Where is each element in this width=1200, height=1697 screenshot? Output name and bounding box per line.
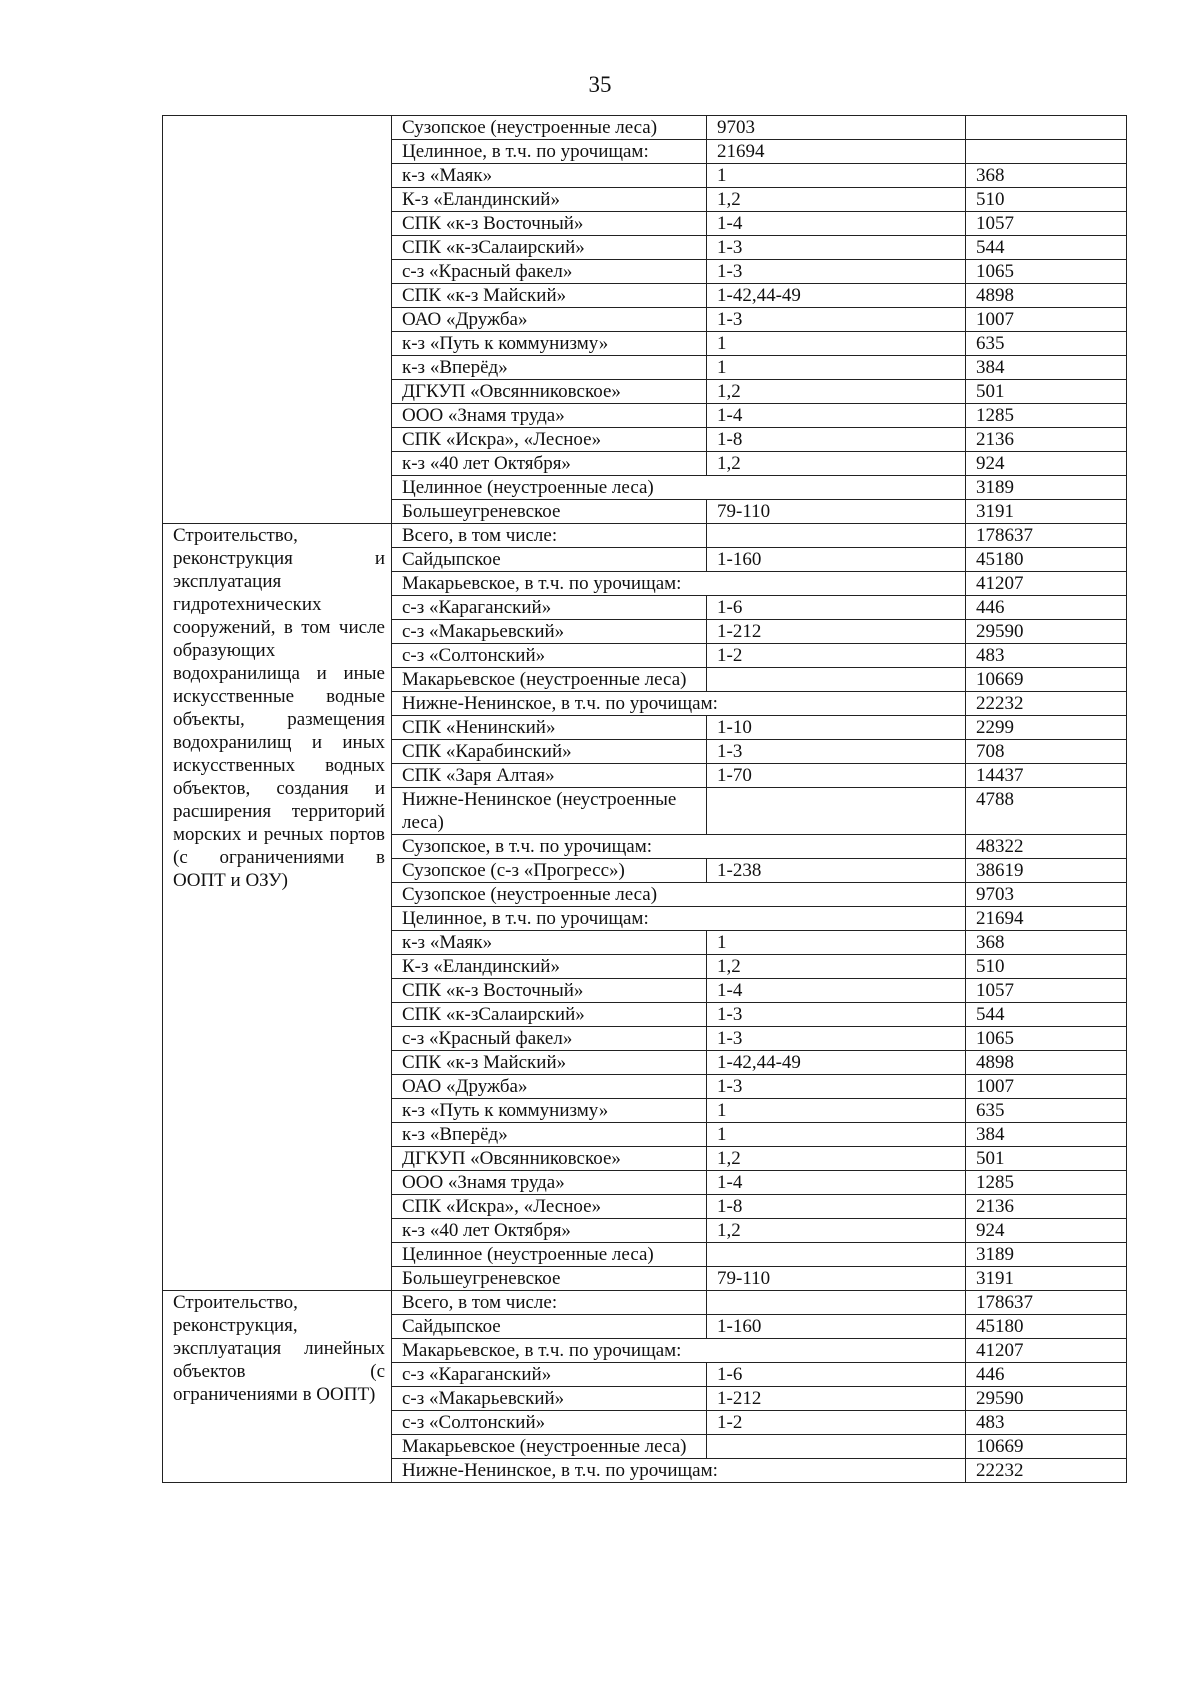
quarters-cell: 1-160 xyxy=(707,548,966,572)
quarters-cell: 79-110 xyxy=(707,500,966,524)
forestry-name-cell: Макарьевское (неустроенные леса) xyxy=(392,1435,707,1459)
quarters-cell xyxy=(707,1435,966,1459)
quarters-cell: 1-3 xyxy=(707,1027,966,1051)
area-cell: 1285 xyxy=(966,1171,1127,1195)
forestry-name-cell: Сайдыпское xyxy=(392,1315,707,1339)
forestry-name-cell: Сузопское (неустроенные леса) xyxy=(392,883,966,907)
forestry-name-cell: Нижне-Ненинское, в т.ч. по урочищам: xyxy=(392,1459,966,1483)
area-cell: 1057 xyxy=(966,979,1127,1003)
quarters-cell: 1,2 xyxy=(707,188,966,212)
quarters-cell: 1-6 xyxy=(707,1363,966,1387)
quarters-cell: 1 xyxy=(707,356,966,380)
area-cell: 2299 xyxy=(966,716,1127,740)
forestry-name-cell: СПК «к-з Майский» xyxy=(392,284,707,308)
area-cell: 1285 xyxy=(966,404,1127,428)
area-cell xyxy=(966,140,1127,164)
table-row xyxy=(163,116,1127,140)
area-cell: 483 xyxy=(966,1411,1127,1435)
quarters-cell: 1-8 xyxy=(707,428,966,452)
forestry-name-cell: Всего, в том числе: xyxy=(392,524,707,548)
quarters-cell xyxy=(707,1243,966,1267)
forestry-name-cell: Целинное, в т.ч. по урочищам: xyxy=(392,140,707,164)
area-cell: 14437 xyxy=(966,764,1127,788)
area-cell: 924 xyxy=(966,1219,1127,1243)
quarters-cell: 1-212 xyxy=(707,1387,966,1411)
quarters-cell: 21694 xyxy=(707,140,966,164)
forestry-name-cell: к-з «Путь к коммунизму» xyxy=(392,1099,707,1123)
area-cell: 38619 xyxy=(966,859,1127,883)
forestry-name-cell: СПК «Ненинский» xyxy=(392,716,707,740)
area-cell: 483 xyxy=(966,644,1127,668)
area-cell: 510 xyxy=(966,955,1127,979)
page-number: 35 xyxy=(588,72,612,97)
forestry-name-cell: к-з «Маяк» xyxy=(392,931,707,955)
forestry-name-cell: к-з «40 лет Октября» xyxy=(392,452,707,476)
forestry-name-cell: СПК «Заря Алтая» xyxy=(392,764,707,788)
area-cell: 1065 xyxy=(966,1027,1127,1051)
forestry-name-cell: с-з «Солтонский» xyxy=(392,1411,707,1435)
area-cell: 41207 xyxy=(966,1339,1127,1363)
area-cell: 501 xyxy=(966,1147,1127,1171)
area-cell: 635 xyxy=(966,332,1127,356)
forestry-name-cell: с-з «Макарьевский» xyxy=(392,1387,707,1411)
forestry-name-cell: Целинное (неустроенные леса) xyxy=(392,476,966,500)
area-cell: 4898 xyxy=(966,1051,1127,1075)
area-cell: 1007 xyxy=(966,308,1127,332)
forestry-name-cell: СПК «Карабинский» xyxy=(392,740,707,764)
forestry-name-cell: Макарьевское, в т.ч. по урочищам: xyxy=(392,1339,966,1363)
area-cell: 9703 xyxy=(966,883,1127,907)
forestry-name-cell: к-з «Путь к коммунизму» xyxy=(392,332,707,356)
area-cell: 446 xyxy=(966,596,1127,620)
area-cell: 1057 xyxy=(966,212,1127,236)
area-cell: 2136 xyxy=(966,428,1127,452)
forestry-name-cell: с-з «Макарьевский» xyxy=(392,620,707,644)
forestry-name-cell: Сузопское, в т.ч. по урочищам: xyxy=(392,835,966,859)
quarters-cell: 9703 xyxy=(707,116,966,140)
purpose-cell: Строительство, реконструкция, эксплуатация линейных объектов (с ограничениями в ООПТ) xyxy=(163,1291,392,1483)
area-cell: 21694 xyxy=(966,907,1127,931)
area-cell: 708 xyxy=(966,740,1127,764)
area-cell: 368 xyxy=(966,931,1127,955)
area-cell: 635 xyxy=(966,1099,1127,1123)
quarters-cell: 1-4 xyxy=(707,1171,966,1195)
forestry-name-cell: Большеугреневское xyxy=(392,1267,707,1291)
forestry-name-cell: с-з «Караганский» xyxy=(392,1363,707,1387)
area-cell: 4788 xyxy=(966,788,1127,835)
forestry-name-cell: СПК «к-з Восточный» xyxy=(392,212,707,236)
forestry-name-cell: к-з «Вперёд» xyxy=(392,1123,707,1147)
forestry-name-cell: ООО «Знамя труда» xyxy=(392,1171,707,1195)
quarters-cell: 1-10 xyxy=(707,716,966,740)
forest-areas-table xyxy=(162,115,1127,1483)
quarters-cell: 1-42,44-49 xyxy=(707,1051,966,1075)
quarters-cell: 1,2 xyxy=(707,1219,966,1243)
area-cell: 501 xyxy=(966,380,1127,404)
forestry-name-cell: Целинное, в т.ч. по урочищам: xyxy=(392,907,966,931)
forestry-name-cell: Макарьевское, в т.ч. по урочищам: xyxy=(392,572,966,596)
area-cell: 3189 xyxy=(966,476,1127,500)
forestry-name-cell: Макарьевское (неустроенные леса) xyxy=(392,668,707,692)
forestry-name-cell: к-з «Маяк» xyxy=(392,164,707,188)
area-cell: 4898 xyxy=(966,284,1127,308)
area-cell: 368 xyxy=(966,164,1127,188)
area-cell: 446 xyxy=(966,1363,1127,1387)
area-cell: 10669 xyxy=(966,1435,1127,1459)
quarters-cell: 1-160 xyxy=(707,1315,966,1339)
quarters-cell: 1 xyxy=(707,164,966,188)
quarters-cell: 1-3 xyxy=(707,236,966,260)
quarters-cell: 1,2 xyxy=(707,452,966,476)
quarters-cell: 1-3 xyxy=(707,740,966,764)
area-cell: 48322 xyxy=(966,835,1127,859)
forestry-name-cell: СПК «Искра», «Лесное» xyxy=(392,1195,707,1219)
area-cell: 1065 xyxy=(966,260,1127,284)
quarters-cell: 1,2 xyxy=(707,380,966,404)
forestry-name-cell: СПК «к-зСалаирский» xyxy=(392,236,707,260)
forestry-name-cell: ОАО «Дружба» xyxy=(392,308,707,332)
forestry-name-cell: ДГКУП «Овсянниковское» xyxy=(392,1147,707,1171)
forestry-name-cell: Нижне-Ненинское (неустроенные леса) xyxy=(392,788,707,835)
forestry-name-cell: К-з «Еландинский» xyxy=(392,955,707,979)
area-cell: 384 xyxy=(966,1123,1127,1147)
quarters-cell: 1-6 xyxy=(707,596,966,620)
area-cell: 1007 xyxy=(966,1075,1127,1099)
area-cell: 22232 xyxy=(966,1459,1127,1483)
quarters-cell: 1-2 xyxy=(707,644,966,668)
quarters-cell: 1-3 xyxy=(707,1075,966,1099)
area-cell: 10669 xyxy=(966,668,1127,692)
quarters-cell: 1-4 xyxy=(707,212,966,236)
quarters-cell: 1-3 xyxy=(707,260,966,284)
quarters-cell: 1 xyxy=(707,332,966,356)
area-cell xyxy=(966,116,1127,140)
forestry-name-cell: СПК «к-зСалаирский» xyxy=(392,1003,707,1027)
forestry-name-cell: СПК «Искра», «Лесное» xyxy=(392,428,707,452)
forestry-name-cell: ОАО «Дружба» xyxy=(392,1075,707,1099)
quarters-cell: 1 xyxy=(707,1123,966,1147)
forestry-name-cell: с-з «Солтонский» xyxy=(392,644,707,668)
area-cell: 45180 xyxy=(966,548,1127,572)
forestry-name-cell: СПК «к-з Восточный» xyxy=(392,979,707,1003)
quarters-cell: 1-212 xyxy=(707,620,966,644)
forestry-name-cell: Сузопское (неустроенные леса) xyxy=(392,116,707,140)
quarters-cell xyxy=(707,524,966,548)
quarters-cell: 1-3 xyxy=(707,1003,966,1027)
forestry-name-cell: К-з «Еландинский» xyxy=(392,188,707,212)
forestry-name-cell: СПК «к-з Майский» xyxy=(392,1051,707,1075)
quarters-cell xyxy=(707,788,966,835)
forestry-name-cell: к-з «40 лет Октября» xyxy=(392,1219,707,1243)
area-cell: 41207 xyxy=(966,572,1127,596)
table-body xyxy=(163,116,1127,1483)
area-cell: 544 xyxy=(966,236,1127,260)
quarters-cell: 1-8 xyxy=(707,1195,966,1219)
forestry-name-cell: ДГКУП «Овсянниковское» xyxy=(392,380,707,404)
quarters-cell: 1-2 xyxy=(707,1411,966,1435)
quarters-cell xyxy=(707,668,966,692)
quarters-cell: 1-70 xyxy=(707,764,966,788)
area-cell: 2136 xyxy=(966,1195,1127,1219)
forestry-name-cell: с-з «Караганский» xyxy=(392,596,707,620)
forestry-name-cell: к-з «Вперёд» xyxy=(392,356,707,380)
area-cell: 924 xyxy=(966,452,1127,476)
quarters-cell: 1,2 xyxy=(707,955,966,979)
area-cell: 510 xyxy=(966,188,1127,212)
area-cell: 22232 xyxy=(966,692,1127,716)
table-row xyxy=(163,524,1127,548)
quarters-cell: 1-3 xyxy=(707,308,966,332)
quarters-cell: 79-110 xyxy=(707,1267,966,1291)
forestry-name-cell: с-з «Красный факел» xyxy=(392,260,707,284)
area-cell: 29590 xyxy=(966,620,1127,644)
forestry-name-cell: с-з «Красный факел» xyxy=(392,1027,707,1051)
area-cell: 178637 xyxy=(966,524,1127,548)
forestry-name-cell: Целинное (неустроенные леса) xyxy=(392,1243,707,1267)
area-cell: 544 xyxy=(966,1003,1127,1027)
forestry-name-cell: Большеугреневское xyxy=(392,500,707,524)
forestry-name-cell: ООО «Знамя труда» xyxy=(392,404,707,428)
area-cell: 178637 xyxy=(966,1291,1127,1315)
area-cell: 3191 xyxy=(966,1267,1127,1291)
area-cell: 3189 xyxy=(966,1243,1127,1267)
quarters-cell: 1,2 xyxy=(707,1147,966,1171)
forestry-name-cell: Сузопское (с-з «Прогресс») xyxy=(392,859,707,883)
quarters-cell xyxy=(707,1291,966,1315)
area-cell: 384 xyxy=(966,356,1127,380)
forestry-name-cell: Сайдыпское xyxy=(392,548,707,572)
quarters-cell: 1-42,44-49 xyxy=(707,284,966,308)
table-row xyxy=(163,1291,1127,1315)
forestry-name-cell: Всего, в том числе: xyxy=(392,1291,707,1315)
purpose-cell xyxy=(163,116,392,524)
quarters-cell: 1 xyxy=(707,931,966,955)
quarters-cell: 1-238 xyxy=(707,859,966,883)
area-cell: 29590 xyxy=(966,1387,1127,1411)
quarters-cell: 1 xyxy=(707,1099,966,1123)
area-cell: 45180 xyxy=(966,1315,1127,1339)
area-cell: 3191 xyxy=(966,500,1127,524)
quarters-cell: 1-4 xyxy=(707,404,966,428)
purpose-cell: Строительство, реконструкция и эксплуатация гидротехнических сооружений, в том числе образующих водохранилища и иные искусственные водные объекты, размещения водохранилищ и иных искусственных водных объектов, создания и расширения территорий морских и речных портов (с ограничениями в ООПТ и ОЗУ) xyxy=(163,524,392,1291)
forestry-name-cell: Нижне-Ненинское, в т.ч. по урочищам: xyxy=(392,692,966,716)
quarters-cell: 1-4 xyxy=(707,979,966,1003)
